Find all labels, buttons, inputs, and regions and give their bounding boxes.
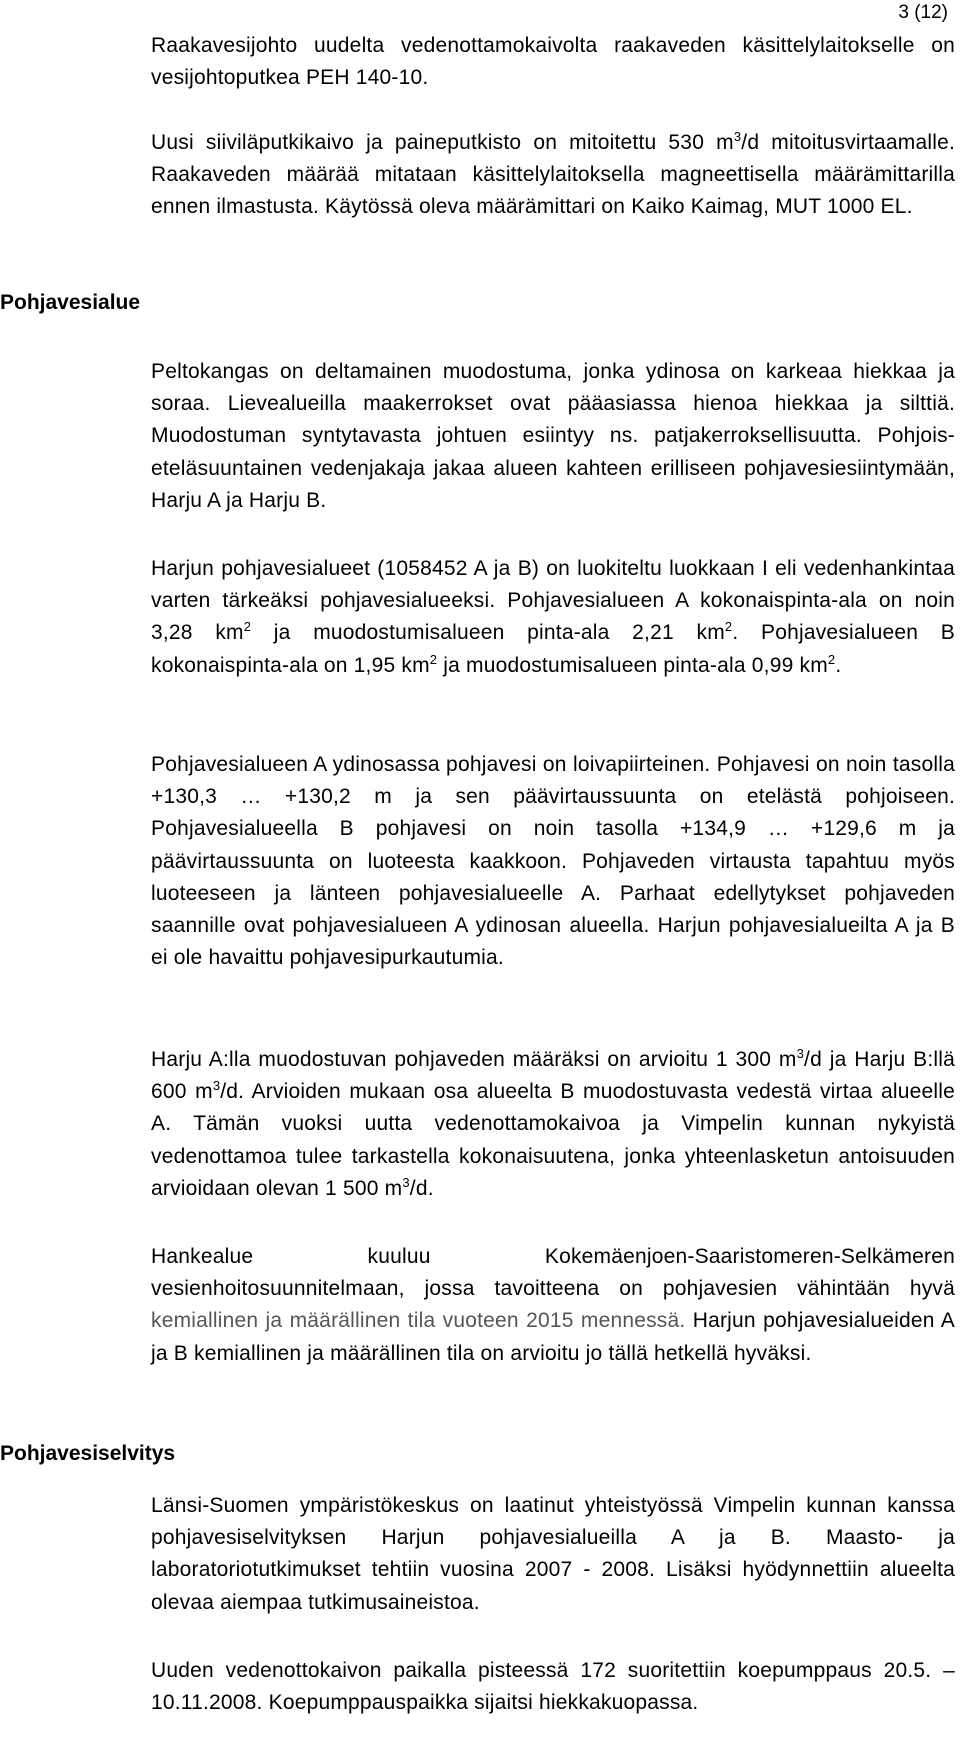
paragraph-pohjavesiselvitys: Länsi-Suomen ympäristökeskus on laatinut yhteistyössä Vimpelin kunnan kanssa pohjavesiselvityksen Harjun pohjavesialueilla A ja B. Maasto- ja laboratoriotutkimukset tehtiin vuosina 2007 - 2008. Lisäksi hyödynnettiin alueelta olevaa aiempaa tutkimusaineistoa. <box>151 1494 955 1614</box>
paragraph-raakavesijohto: Raakavesijohto uudelta vedenottamokaivolta raakaveden käsittelylaitokselle on vesijohtoputkea PEH 140-10. <box>151 34 955 90</box>
paragraph-koepumppaus: Uuden vedenottokaivon paikalla pisteessä 172 suoritettiin koepumppaus 20.5. – 10.11.2008. Koepumppauspaikka sijaitsi hiekkakuopassa. <box>151 1659 955 1715</box>
paragraph-siivilaputkikaivo: Uusi siiviläputkikaivo ja paineputkisto on mitoitettu 530 $m^3/d$ mitoitusvirtaamalle. Raakaveden määrää mitataan käsittelylaitoksella magneettisella määrämittarilla ennen ilmastusta. Käytössä oleva määrämittari on Kaiko Kaimag, MUT 1000 EL. <box>151 129 955 219</box>
heading-pohjavesiselvitys: Pohjavesiselvitys <box>0 1442 176 1465</box>
page-number: 3 (12) <box>898 2 948 23</box>
paragraph-peltokangas: Peltokangas on deltamainen muodostuma, jonka ydinosa on karkeaa hiekkaa ja soraa. Lievealueilla maakerrokset ovat pääasiassa hienoa hiekkaa ja silttiä. Muodostuman syntytavasta johtuen esiintyy ns. patjakerroksellisuutta. Pohjois-eteläsuuntainen vedenjakaja jakaa alueen kahteen erilliseen pohjavesiesiintymään, Harju A ja Harju B. <box>151 360 955 512</box>
paragraph-pohjavesi-virtaus: Pohjavesialueen A ydinosassa pohjavesi on loivapiirteinen. Pohjavesi on noin tasolla +130,3 … +130,2 m ja sen päävirtaussuunta on etelästä pohjoiseen. Pohjavesialueella B pohjavesi on noin tasolla +134,9 … +129,6 m ja päävirtaussuunta on luoteesta kaakkoon. Pohjaveden virtausta tapahtuu myös luoteeseen ja länteen pohjavesialueelle A. Parhaat edellytykset pohjaveden saannille ovat pohjavesialueen A ydinosan alueella. Harjun pohjavesialueilta A ja B ei ole havaittu pohjavesipurkautumia. <box>151 753 955 970</box>
paragraph-pohjaveden-maara: Harju A:lla muodostuvan pohjaveden määräksi on arvioitu 1 300 $m^3/d$ ja Harju B:llä 600 $m^3/d$. Arvioiden mukaan osa alueelta B muodostuvasta vedestä virtaa alueelle A. Tämän vuoksi uutta vedenottamokaivoa ja Vimpelin kunnan nykyistä vedenottamoa tulee tarkastella kokonaisuutena, jonka yhteenlasketun antoisuuden arvioidaan olevan 1 500 $m^3/d$. <box>151 1046 956 1200</box>
paragraph-vesienhoitosuunnitelma: Hankealue kuuluu Kokemäenjoen-Saaristomeren-Selkämeren vesienhoitosuunnitelmaan, jossa tavoitteena on pohjavesien vähintään hyvä kemiallinen ja määrällinen tila vuoteen 2015 mennessä. Harjun pohjavesialueiden A ja B kemiallinen ja määrällinen tila on arvioitu jo tällä hetkellä hyväksi. <box>151 1245 956 1365</box>
heading-pohjavesialue: Pohjavesialue <box>0 291 141 314</box>
paragraph-pohjavesialueet-luokitus: Harjun pohjavesialueet (1058452 A ja B) on luokiteltu luokkaan I eli vedenhankintaa varten tärkeäksi pohjavesialueeksi. Pohjavesialueen A kokonaispinta-ala on noin 3,28 $km^2$ ja muodostumisalueen pinta-ala 2,21 $km^2$. Pohjavesialueen B kokonaispinta-ala on 1,95 $km^2$ ja muodostumisalueen pinta-ala 0,99 $km^2$. <box>151 557 955 677</box>
